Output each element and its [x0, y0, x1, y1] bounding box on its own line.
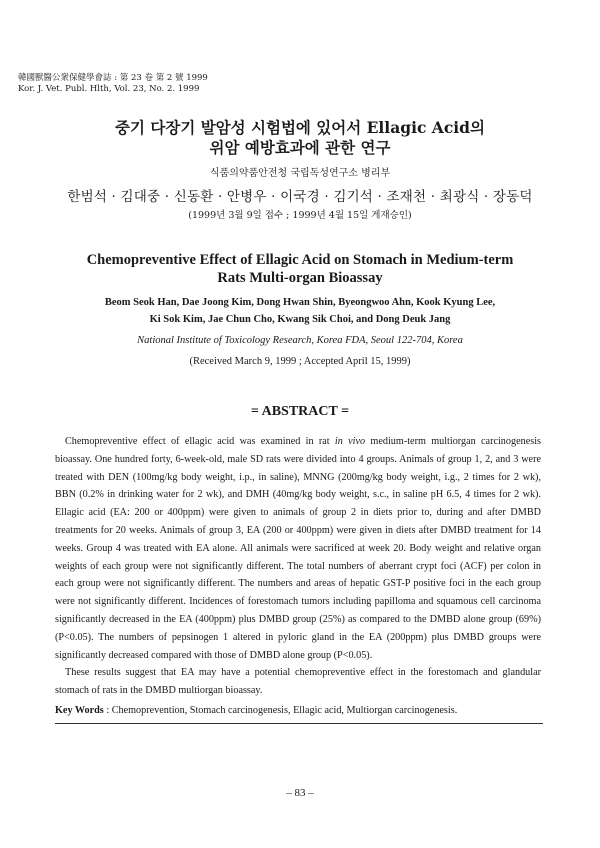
korean-title-line-2: 위암 예방효과에 관한 연구 [209, 138, 391, 157]
korean-dates: (1999년 3월 9일 접수 ; 1999년 4월 15일 게재승인) [188, 210, 412, 221]
korean-affiliation: 식품의약품안전청 국립독성연구소 병리부 [209, 168, 391, 179]
english-title-line-1: Chemopreventive Effect of Ellagic Acid on Stomach in Medium-term [86, 252, 514, 268]
korean-title-line-1: 중기 다장기 발암성 시험법에 있어서 Ellagic Acid의 [115, 118, 485, 137]
page-number: – 83 – [286, 787, 314, 799]
korean-authors: 한범석 · 김대중 · 신동환 · 안병우 · 이국경 · 김기석 · 조재천 · 최광식 · 장동덕 [67, 189, 533, 205]
abstract-in-vivo: in vivo [334, 436, 366, 447]
abstract-body [55, 433, 541, 700]
abstract-heading: = ABSTRACT = [250, 404, 350, 419]
english-authors-line-1: Beom Seok Han, Dae Joong Kim, Dong Hwan Shin, Byeongwoo Ahn, Kook Kyung Lee, [104, 297, 496, 308]
abstract-p1-rest: medium-term multiorgan carcinogenesis bioassay. One hundred forty, 6-week-old, male SD rats were divided into 4 groups. Animals of group 1, 2, and 3 were treated with DEN (100mg/kg body weight, i.p., in saline), MNNG (200mg/kg body weight, i.g., 2 times for 2 wk), BBN (0.2% in drinking water for 2 wk), and DMH (40mg/kg body weight, s.c., in saline pH 6.5, 4 times for 2 wk). Ellagic acid (EA: 200 or 400ppm) were given to animals of group 2 in diets prior to, during and after DMBD treatments for 20 weeks. Animals of group 3, EA (200 or 400ppm) were given in diets after DMBD treatment for 14 weeks. Group 4 was treated with EA alone. All animals were sacrificed at week 20. Body weight and relative organ weights of each group were not significantly different. The total numbers of aberrant crypt foci (ACF) per colon in each group were not significantly different. The numbers and areas of hepatic GST-P positive foci in the each group were not significantly different. Incidences of forestomach tumors including papilloma and squamous cell carcinoma significantly decreased in the EA (400ppm) plus DMBD group (25%) as compared to the DMBD alone group (69%) (P<0.05). The numbers of pepsinogen 1 altered in pyloric gland in the EA (200ppm) plus DMBD groups were significantly decreased compared with those of DMBD alone group (P<0.05). [55, 436, 541, 661]
journal-header-english: Kor. J. Vet. Publ. Hlth, Vol. 23, No. 2. 1999 [18, 84, 200, 94]
keywords-text: Chemoprevention, Stomach carcinogenesis, Ellagic acid, Multiorgan carcinogenesis. [111, 705, 458, 716]
keywords-line [55, 705, 545, 716]
abstract-p1-start: Chemopreventive effect of ellagic acid was examined in rat [65, 436, 335, 447]
english-affiliation: National Institute of Toxicology Research, Korea FDA, Seoul 122-704, Korea [137, 335, 463, 346]
journal-header-korean: 韓國獸醫公衆保健學會誌 : 第 23 卷 第 2 號 1999 [18, 73, 208, 83]
english-title-line-2: Rats Multi-organ Bioassay [217, 270, 383, 286]
abstract-paragraph-1 [55, 433, 541, 664]
keywords-separator: : [103, 705, 112, 716]
keywords-label: Key Words [55, 705, 104, 716]
english-dates: (Received March 9, 1999 ; Accepted April 15, 1999) [189, 356, 411, 367]
english-authors-line-2: Ki Sok Kim, Jae Chun Cho, Kwang Sik Choi, and Dong Deuk Jang [149, 314, 451, 325]
keywords-divider [55, 723, 543, 724]
abstract-paragraph-2: These results suggest that EA may have a potential chemopreventive effect in the forestomach and glandular stomach of rats in the DMBD multiorgan bioassay. [55, 667, 541, 697]
